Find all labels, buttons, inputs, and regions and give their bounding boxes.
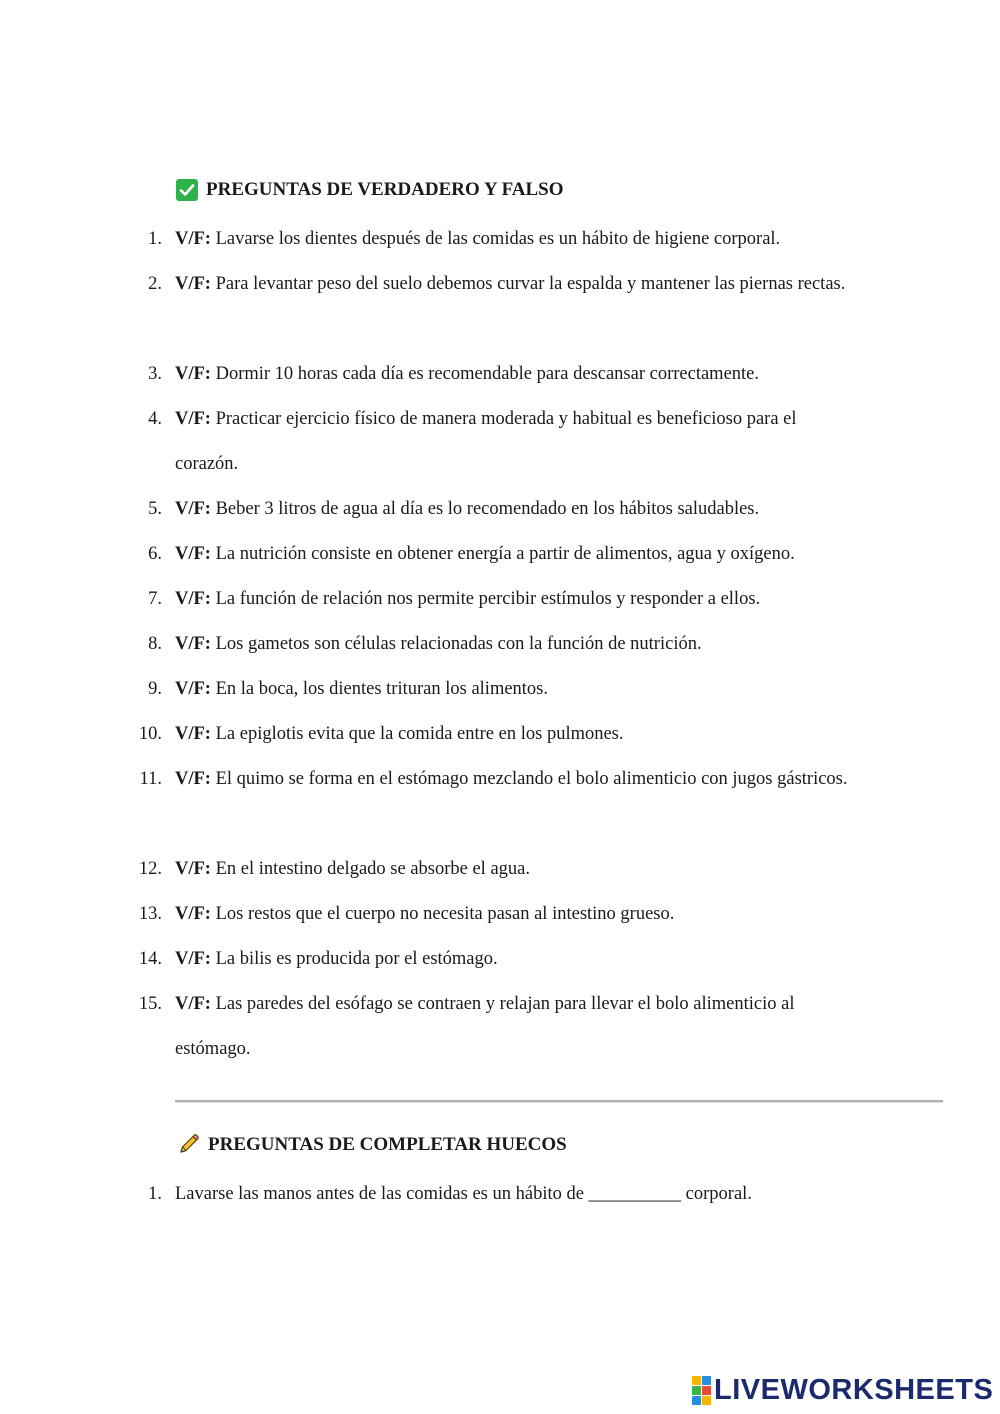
item-text: Los restos que el cuerpo no necesita pasan al intestino grueso. xyxy=(215,904,675,924)
item-number: 8. xyxy=(148,634,162,654)
vf-prefix: V/F: xyxy=(175,499,211,519)
liveworksheets-logo xyxy=(692,1375,993,1405)
vf-prefix: V/F: xyxy=(175,634,211,654)
item-number: 9. xyxy=(148,679,162,699)
logo-text: LIVEWORKSHEETS xyxy=(714,1374,994,1406)
item-text: Practicar ejercicio físico de manera moderada y habitual es beneficioso para el corazón. xyxy=(175,409,797,474)
vf-prefix: V/F: xyxy=(175,949,211,969)
section-divider xyxy=(175,1100,943,1103)
item-text: La bilis es producida por el estómago. xyxy=(215,949,498,969)
section-title-true-false: PREGUNTAS DE VERDADERO Y FALSO xyxy=(206,179,564,200)
item-number: 14. xyxy=(138,949,162,969)
item-text: En el intestino delgado se absorbe el agua. xyxy=(215,859,530,879)
item-text: Para levantar peso del suelo debemos curvar la espalda y mantener las piernas rectas. xyxy=(215,274,846,294)
item-text-block xyxy=(175,892,855,937)
vf-prefix: V/F: xyxy=(175,409,211,429)
item-text-block xyxy=(175,847,855,892)
item-text: El quimo se forma en el estómago mezclando el bolo alimenticio con jugos gástricos. xyxy=(215,769,848,789)
vf-prefix: V/F: xyxy=(175,994,211,1014)
section-heading-true-false xyxy=(176,178,564,202)
item-text-block xyxy=(175,532,855,577)
item-text-block xyxy=(175,352,855,397)
section-title-fill-blanks: PREGUNTAS DE COMPLETAR HUECOS xyxy=(208,1134,567,1155)
item-text: Lavarse los dientes después de las comidas es un hábito de higiene corporal. xyxy=(215,229,781,249)
vf-prefix: V/F: xyxy=(175,544,211,564)
item-text-block xyxy=(175,937,855,982)
item-text-block xyxy=(175,217,855,262)
item-text: La epiglotis evita que la comida entre en los pulmones. xyxy=(215,724,624,744)
item-number: 6. xyxy=(148,544,162,564)
item-number: 2. xyxy=(148,274,162,294)
item-text-block xyxy=(175,982,855,1072)
vf-prefix: V/F: xyxy=(175,364,211,384)
item-text-block xyxy=(175,262,855,307)
item-text-block xyxy=(175,667,855,712)
item-number: 10. xyxy=(138,724,162,744)
item-text: La nutrición consiste en obtener energía a partir de alimentos, agua y oxígeno. xyxy=(215,544,795,564)
item-number: 7. xyxy=(148,589,162,609)
item-number: 13. xyxy=(138,904,162,924)
item-text: En la boca, los dientes trituran los alimentos. xyxy=(215,679,549,699)
vf-prefix: V/F: xyxy=(175,724,211,744)
item-text: Beber 3 litros de agua al día es lo recomendado en los hábitos saludables. xyxy=(215,499,760,519)
item-number: 12. xyxy=(138,859,162,879)
item-number: 5. xyxy=(148,499,162,519)
item-text-block xyxy=(175,397,855,487)
check-mark-icon xyxy=(176,179,198,201)
vf-prefix: V/F: xyxy=(175,904,211,924)
vf-prefix: V/F: xyxy=(175,679,211,699)
item-text: Lavarse las manos antes de las comidas es un hábito de __________ corporal. xyxy=(175,1184,752,1204)
item-number: 1. xyxy=(148,229,162,249)
item-text: Dormir 10 horas cada día es recomendable para descansar correctamente. xyxy=(215,364,760,384)
item-text: Las paredes del esófago se contraen y relajan para llevar el bolo alimenticio al estómago. xyxy=(175,994,795,1059)
item-text-block xyxy=(175,757,855,802)
logo-blocks-icon xyxy=(692,1376,711,1405)
vf-prefix: V/F: xyxy=(175,769,211,789)
item-text: Los gametos son células relacionadas con la función de nutrición. xyxy=(215,634,702,654)
item-text: La función de relación nos permite percibir estímulos y responder a ellos. xyxy=(215,589,761,609)
vf-prefix: V/F: xyxy=(175,229,211,249)
pencil-icon xyxy=(176,1133,200,1157)
vf-prefix: V/F: xyxy=(175,274,211,294)
item-number: 4. xyxy=(148,409,162,429)
vf-prefix: V/F: xyxy=(175,859,211,879)
item-text-block xyxy=(175,622,855,667)
item-number: 1. xyxy=(148,1184,162,1204)
item-number: 3. xyxy=(148,364,162,384)
item-text-block xyxy=(175,577,855,622)
item-text-block xyxy=(175,487,855,532)
section-heading-fill-blanks xyxy=(176,1133,567,1157)
item-text-block xyxy=(175,712,855,757)
item-number: 11. xyxy=(139,769,162,789)
item-number: 15. xyxy=(138,994,162,1014)
vf-prefix: V/F: xyxy=(175,589,211,609)
